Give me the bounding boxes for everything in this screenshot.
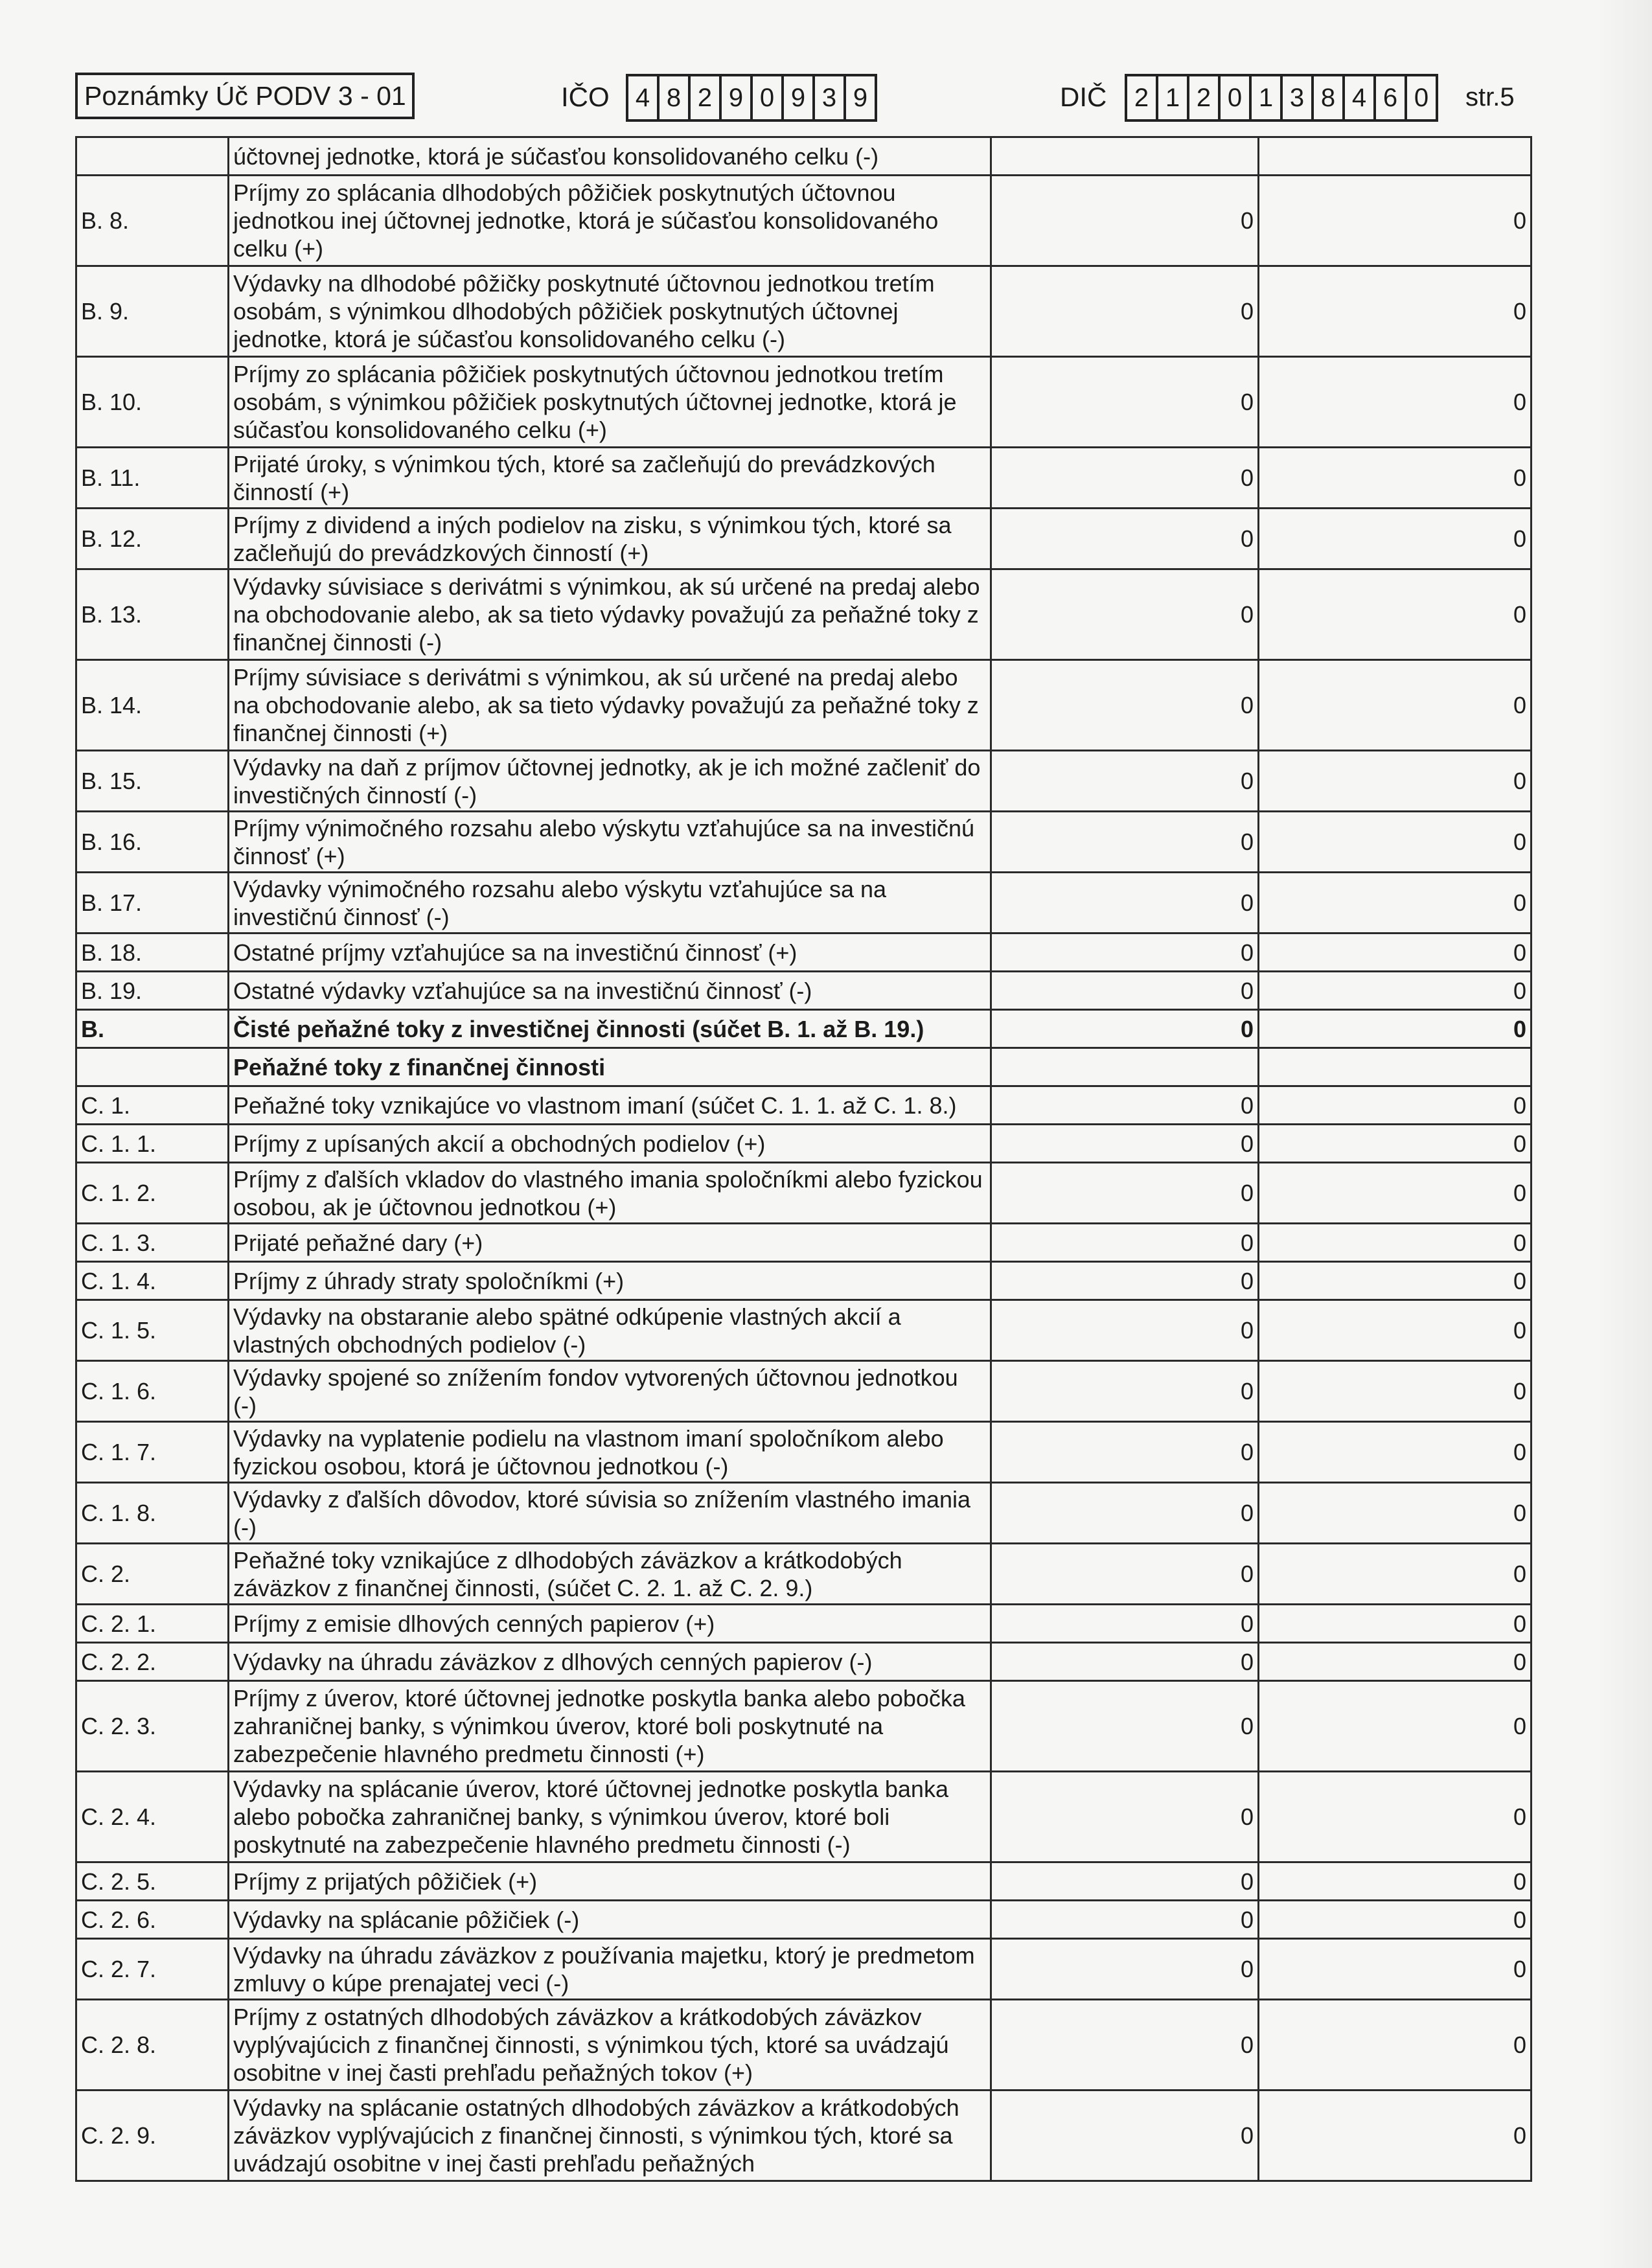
row-code: B. 16. [76, 812, 229, 873]
previous-period-value: 0 [1259, 509, 1532, 569]
table-row [76, 1300, 1532, 1361]
form-title: Poznámky Úč PODV 3 - 01 [75, 73, 415, 119]
row-code: C. 1. 3. [76, 1224, 229, 1262]
current-period-value: 0 [991, 266, 1259, 357]
ico-label: IČO [561, 82, 610, 112]
ico-digit-box: 9 [843, 74, 877, 122]
dic-digit-box: 1 [1156, 74, 1189, 122]
current-period-value: 0 [991, 1224, 1259, 1262]
row-description: Príjmy výnimočného rozsahu alebo výskytu vzťahujúce sa na investičnú činnosť (+) [229, 812, 991, 873]
table-row [76, 1483, 1532, 1544]
table-row [76, 1544, 1532, 1605]
table-row [76, 873, 1532, 934]
table-row [76, 1361, 1532, 1422]
current-period-value: 0 [991, 1010, 1259, 1048]
previous-period-value: 0 [1259, 176, 1532, 266]
row-description: Príjmy z ďalších vkladov do vlastného imania spoločníkmi alebo fyzickou osobou, ak je účtovnou jednotkou (+) [229, 1163, 991, 1224]
row-description: Príjmy z úhrady straty spoločníkmi (+) [229, 1262, 991, 1300]
row-code: C. 2. 3. [76, 1681, 229, 1772]
row-code: C. 2. 6. [76, 1901, 229, 1939]
row-description: Peňažné toky z finančnej činnosti [229, 1048, 991, 1086]
row-code: C. 2. [76, 1544, 229, 1605]
current-period-value: 0 [991, 1422, 1259, 1483]
table-row [76, 1224, 1532, 1262]
row-code: B. 8. [76, 176, 229, 266]
page-edge [1596, 0, 1652, 2268]
previous-period-value: 0 [1259, 1224, 1532, 1262]
row-code: C. 1. [76, 1086, 229, 1125]
table-row [76, 569, 1532, 660]
current-period-value: 0 [991, 1681, 1259, 1772]
row-description: Príjmy zo splácania pôžičiek poskytnutých účtovnou jednotkou tretím osobám, s výnimkou pôžičiek poskytnutých účtovnej jednotke, ktorá je súčasťou konsolidovaného celku (+) [229, 357, 991, 448]
page-number: str.5 [1465, 83, 1515, 111]
previous-period-value: 0 [1259, 357, 1532, 448]
current-period-value: 0 [991, 509, 1259, 569]
current-period-value: 0 [991, 1262, 1259, 1300]
row-description: Výdavky na úhradu záväzkov z dlhových cenných papierov (-) [229, 1643, 991, 1681]
row-description: Výdavky na splácanie ostatných dlhodobých záväzkov a krátkodobých záväzkov vyplývajúcich z finančnej činnosti, s výnimkou tých, ktoré sa uvádzajú osobitne v inej časti prehľadu peňažných [229, 2090, 991, 2181]
current-period-value: 0 [991, 1361, 1259, 1422]
row-description: Príjmy súvisiace s derivátmi s výnimkou, ak sú určené na predaj alebo na obchodovanie alebo, ak sa tieto výdavky považujú za peňažné toky z finančnej činnosti (+) [229, 660, 991, 751]
row-code: C. 2. 4. [76, 1772, 229, 1862]
previous-period-value: 0 [1259, 1939, 1532, 2000]
ico-digit-box: 8 [657, 74, 691, 122]
table-row [76, 357, 1532, 448]
ico-digit-box: 2 [688, 74, 722, 122]
row-code [76, 1048, 229, 1086]
current-period-value: 0 [991, 1125, 1259, 1163]
previous-period-value: 0 [1259, 1483, 1532, 1544]
row-code: B. 9. [76, 266, 229, 357]
previous-period-value: 0 [1259, 1544, 1532, 1605]
previous-period-value: 0 [1259, 1422, 1532, 1483]
previous-period-value: 0 [1259, 1772, 1532, 1862]
table-row [76, 2000, 1532, 2090]
row-code: C. 2. 1. [76, 1605, 229, 1643]
dic-digit-box: 1 [1249, 74, 1283, 122]
row-code [76, 137, 229, 176]
row-description: Výdavky na splácanie úverov, ktoré účtovnej jednotke poskytla banka alebo pobočka zahraničnej banky, s výnimkou úverov, ktoré boli poskytnuté na zabezpečenie hlavného predmetu činnosti (-) [229, 1772, 991, 1862]
current-period-value: 0 [991, 1772, 1259, 1862]
row-description: Výdavky na vyplatenie podielu na vlastnom imaní spoločníkom alebo fyzickou osobou, ktorá je účtovnou jednotkou (-) [229, 1422, 991, 1483]
row-code: B. [76, 1010, 229, 1048]
cash-flow-table [75, 136, 1532, 2182]
row-code: B. 12. [76, 509, 229, 569]
table-row [76, 266, 1532, 357]
previous-period-value: 0 [1259, 812, 1532, 873]
previous-period-value: 0 [1259, 873, 1532, 934]
current-period-value: 0 [991, 1483, 1259, 1544]
row-code: C. 1. 6. [76, 1361, 229, 1422]
row-description: Prijaté peňažné dary (+) [229, 1224, 991, 1262]
row-code: C. 2. 5. [76, 1862, 229, 1901]
row-code: B. 11. [76, 448, 229, 509]
current-period-value: 0 [991, 1643, 1259, 1681]
ico-digit-boxes [626, 74, 877, 120]
table-row [76, 1901, 1532, 1939]
table-row [76, 1862, 1532, 1901]
previous-period-value: 0 [1259, 1300, 1532, 1361]
table-row [76, 176, 1532, 266]
current-period-value: 0 [991, 873, 1259, 934]
previous-period-value: 0 [1259, 1010, 1532, 1048]
row-code: C. 2. 2. [76, 1643, 229, 1681]
current-period-value: 0 [991, 1086, 1259, 1125]
row-description: Výdavky na splácanie pôžičiek (-) [229, 1901, 991, 1939]
current-period-value: 0 [991, 1939, 1259, 2000]
row-description: Príjmy zo splácania dlhodobých pôžičiek poskytnutých účtovnou jednotkou inej účtovnej jednotke, ktorá je súčasťou konsolidovaného celku (+) [229, 176, 991, 266]
previous-period-value: 0 [1259, 1901, 1532, 1939]
row-code: B. 14. [76, 660, 229, 751]
current-period-value: 0 [991, 2090, 1259, 2181]
current-period-value: 0 [991, 972, 1259, 1010]
previous-period-value: 0 [1259, 1262, 1532, 1300]
row-code: B. 17. [76, 873, 229, 934]
row-description: Výdavky z ďalších dôvodov, ktoré súvisia so znížením vlastného imania (-) [229, 1483, 991, 1544]
dic-digit-box: 6 [1373, 74, 1407, 122]
table-row [76, 1772, 1532, 1862]
row-description: Ostatné príjmy vzťahujúce sa na investičnú činnosť (+) [229, 934, 991, 972]
current-period-value: 0 [991, 1901, 1259, 1939]
previous-period-value: 0 [1259, 1163, 1532, 1224]
row-description: Príjmy z dividend a iných podielov na zisku, s výnimkou tých, ktoré sa začleňujú do prevádzkových činností (+) [229, 509, 991, 569]
dic-digit-box: 8 [1311, 74, 1345, 122]
dic-digit-box: 4 [1342, 74, 1376, 122]
row-description: Príjmy z upísaných akcií a obchodných podielov (+) [229, 1125, 991, 1163]
row-description: Výdavky výnimočného rozsahu alebo výskytu vzťahujúce sa na investičnú činnosť (-) [229, 873, 991, 934]
previous-period-value: 0 [1259, 1643, 1532, 1681]
table-row [76, 1010, 1532, 1048]
row-code: B. 10. [76, 357, 229, 448]
current-period-value: 0 [991, 357, 1259, 448]
row-code: B. 18. [76, 934, 229, 972]
table-row [76, 751, 1532, 812]
table-row [76, 2090, 1532, 2181]
row-code: B. 13. [76, 569, 229, 660]
table-row [76, 934, 1532, 972]
previous-period-value: 0 [1259, 2000, 1532, 2090]
current-period-value: 0 [991, 1163, 1259, 1224]
previous-period-value: 0 [1259, 1605, 1532, 1643]
dic-digit-boxes [1125, 74, 1438, 120]
previous-period-value: 0 [1259, 751, 1532, 812]
previous-period-value: 0 [1259, 934, 1532, 972]
current-period-value: 0 [991, 1605, 1259, 1643]
row-code: C. 1. 2. [76, 1163, 229, 1224]
dic-digit-box: 3 [1280, 74, 1314, 122]
current-period-value: 0 [991, 569, 1259, 660]
row-code: C. 2. 7. [76, 1939, 229, 2000]
table-row [76, 1939, 1532, 2000]
previous-period-value: 0 [1259, 2090, 1532, 2181]
table-row [76, 1681, 1532, 1772]
row-code: B. 15. [76, 751, 229, 812]
table-row [76, 1643, 1532, 1681]
previous-period-value: 0 [1259, 972, 1532, 1010]
row-description: Príjmy z prijatých pôžičiek (+) [229, 1862, 991, 1901]
table-row [76, 1163, 1532, 1224]
current-period-value: 0 [991, 1300, 1259, 1361]
table-row [76, 1048, 1532, 1086]
table-row [76, 660, 1532, 751]
table-row [76, 1125, 1532, 1163]
row-description: účtovnej jednotke, ktorá je súčasťou konsolidovaného celku (-) [229, 137, 991, 176]
dic-label: DIČ [1060, 82, 1107, 112]
row-description: Príjmy z úverov, ktoré účtovnej jednotke poskytla banka alebo pobočka zahraničnej banky, s výnimkou úverov, ktoré boli poskytnuté na zabezpečenie hlavného predmetu činnosti (+) [229, 1681, 991, 1772]
current-period-value: 0 [991, 1862, 1259, 1901]
previous-period-value: 0 [1259, 1862, 1532, 1901]
row-description: Výdavky na daň z príjmov účtovnej jednotky, ak je ich možné začleniť do investičných činností (-) [229, 751, 991, 812]
dic-digit-box: 0 [1218, 74, 1252, 122]
previous-period-value: 0 [1259, 1361, 1532, 1422]
row-description: Príjmy z ostatných dlhodobých záväzkov a krátkodobých záväzkov vyplývajúcich z finančnej činnosti, s výnimkou tých, ktoré sa uvádzajú osobitne v inej časti prehľadu peňažných tokov (+) [229, 2000, 991, 2090]
current-period-value: 0 [991, 2000, 1259, 2090]
previous-period-value: 0 [1259, 266, 1532, 357]
previous-period-value: 0 [1259, 569, 1532, 660]
current-period-value: 0 [991, 751, 1259, 812]
ico-digit-box: 9 [719, 74, 753, 122]
ico-digit-box: 3 [812, 74, 846, 122]
previous-period-value: 0 [1259, 448, 1532, 509]
row-description: Ostatné výdavky vzťahujúce sa na investičnú činnosť (-) [229, 972, 991, 1010]
previous-period-value: 0 [1259, 1125, 1532, 1163]
row-description: Peňažné toky vznikajúce z dlhodobých záväzkov a krátkodobých záväzkov z finančnej činnosti, (súčet C. 2. 1. až C. 2. 9.) [229, 1544, 991, 1605]
row-code: C. 1. 7. [76, 1422, 229, 1483]
current-period-value: 0 [991, 934, 1259, 972]
table-row [76, 1605, 1532, 1643]
row-code: C. 1. 8. [76, 1483, 229, 1544]
row-description: Peňažné toky vznikajúce vo vlastnom imaní (súčet C. 1. 1. až C. 1. 8.) [229, 1086, 991, 1125]
table-row [76, 1262, 1532, 1300]
table-row [76, 509, 1532, 569]
ico-digit-box: 4 [626, 74, 660, 122]
current-period-value: 0 [991, 660, 1259, 751]
current-period-value: 0 [991, 812, 1259, 873]
previous-period-value: 0 [1259, 1086, 1532, 1125]
previous-period-value [1259, 1048, 1532, 1086]
row-code: C. 1. 1. [76, 1125, 229, 1163]
current-period-value: 0 [991, 448, 1259, 509]
table-row [76, 137, 1532, 176]
row-description: Prijaté úroky, s výnimkou tých, ktoré sa začleňujú do prevádzkových činností (+) [229, 448, 991, 509]
current-period-value [991, 1048, 1259, 1086]
table-row [76, 812, 1532, 873]
dic-digit-box: 2 [1187, 74, 1221, 122]
row-description: Výdavky na dlhodobé pôžičky poskytnuté účtovnou jednotkou tretím osobám, s výnimkou dlhodobých pôžičiek poskytnutých účtovnej jednotke, ktorá je súčasťou konsolidovaného celku (-) [229, 266, 991, 357]
dic-digit-box: 0 [1405, 74, 1438, 122]
previous-period-value: 0 [1259, 1681, 1532, 1772]
current-period-value [991, 137, 1259, 176]
row-description: Výdavky na úhradu záväzkov z používania majetku, ktorý je predmetom zmluvy o kúpe prenajatej veci (-) [229, 1939, 991, 2000]
row-code: C. 2. 8. [76, 2000, 229, 2090]
row-description: Výdavky spojené so znížením fondov vytvorených účtovnou jednotkou (-) [229, 1361, 991, 1422]
row-description: Príjmy z emisie dlhových cenných papierov (+) [229, 1605, 991, 1643]
table-row [76, 448, 1532, 509]
ico-digit-box: 9 [781, 74, 815, 122]
dic-digit-box: 2 [1125, 74, 1158, 122]
row-code: C. 1. 5. [76, 1300, 229, 1361]
row-code: B. 19. [76, 972, 229, 1010]
previous-period-value: 0 [1259, 660, 1532, 751]
ico-digit-box: 0 [750, 74, 784, 122]
current-period-value: 0 [991, 1544, 1259, 1605]
row-code: C. 1. 4. [76, 1262, 229, 1300]
table-row [76, 1422, 1532, 1483]
previous-period-value [1259, 137, 1532, 176]
table-row [76, 972, 1532, 1010]
row-description: Čisté peňažné toky z investičnej činnosti (súčet B. 1. až B. 19.) [229, 1010, 991, 1048]
current-period-value: 0 [991, 176, 1259, 266]
row-description: Výdavky na obstaranie alebo spätné odkúpenie vlastných akcií a vlastných obchodných podielov (-) [229, 1300, 991, 1361]
table-row [76, 1086, 1532, 1125]
row-code: C. 2. 9. [76, 2090, 229, 2181]
row-description: Výdavky súvisiace s derivátmi s výnimkou, ak sú určené na predaj alebo na obchodovanie alebo, ak sa tieto výdavky považujú za peňažné toky z finančnej činnosti (-) [229, 569, 991, 660]
